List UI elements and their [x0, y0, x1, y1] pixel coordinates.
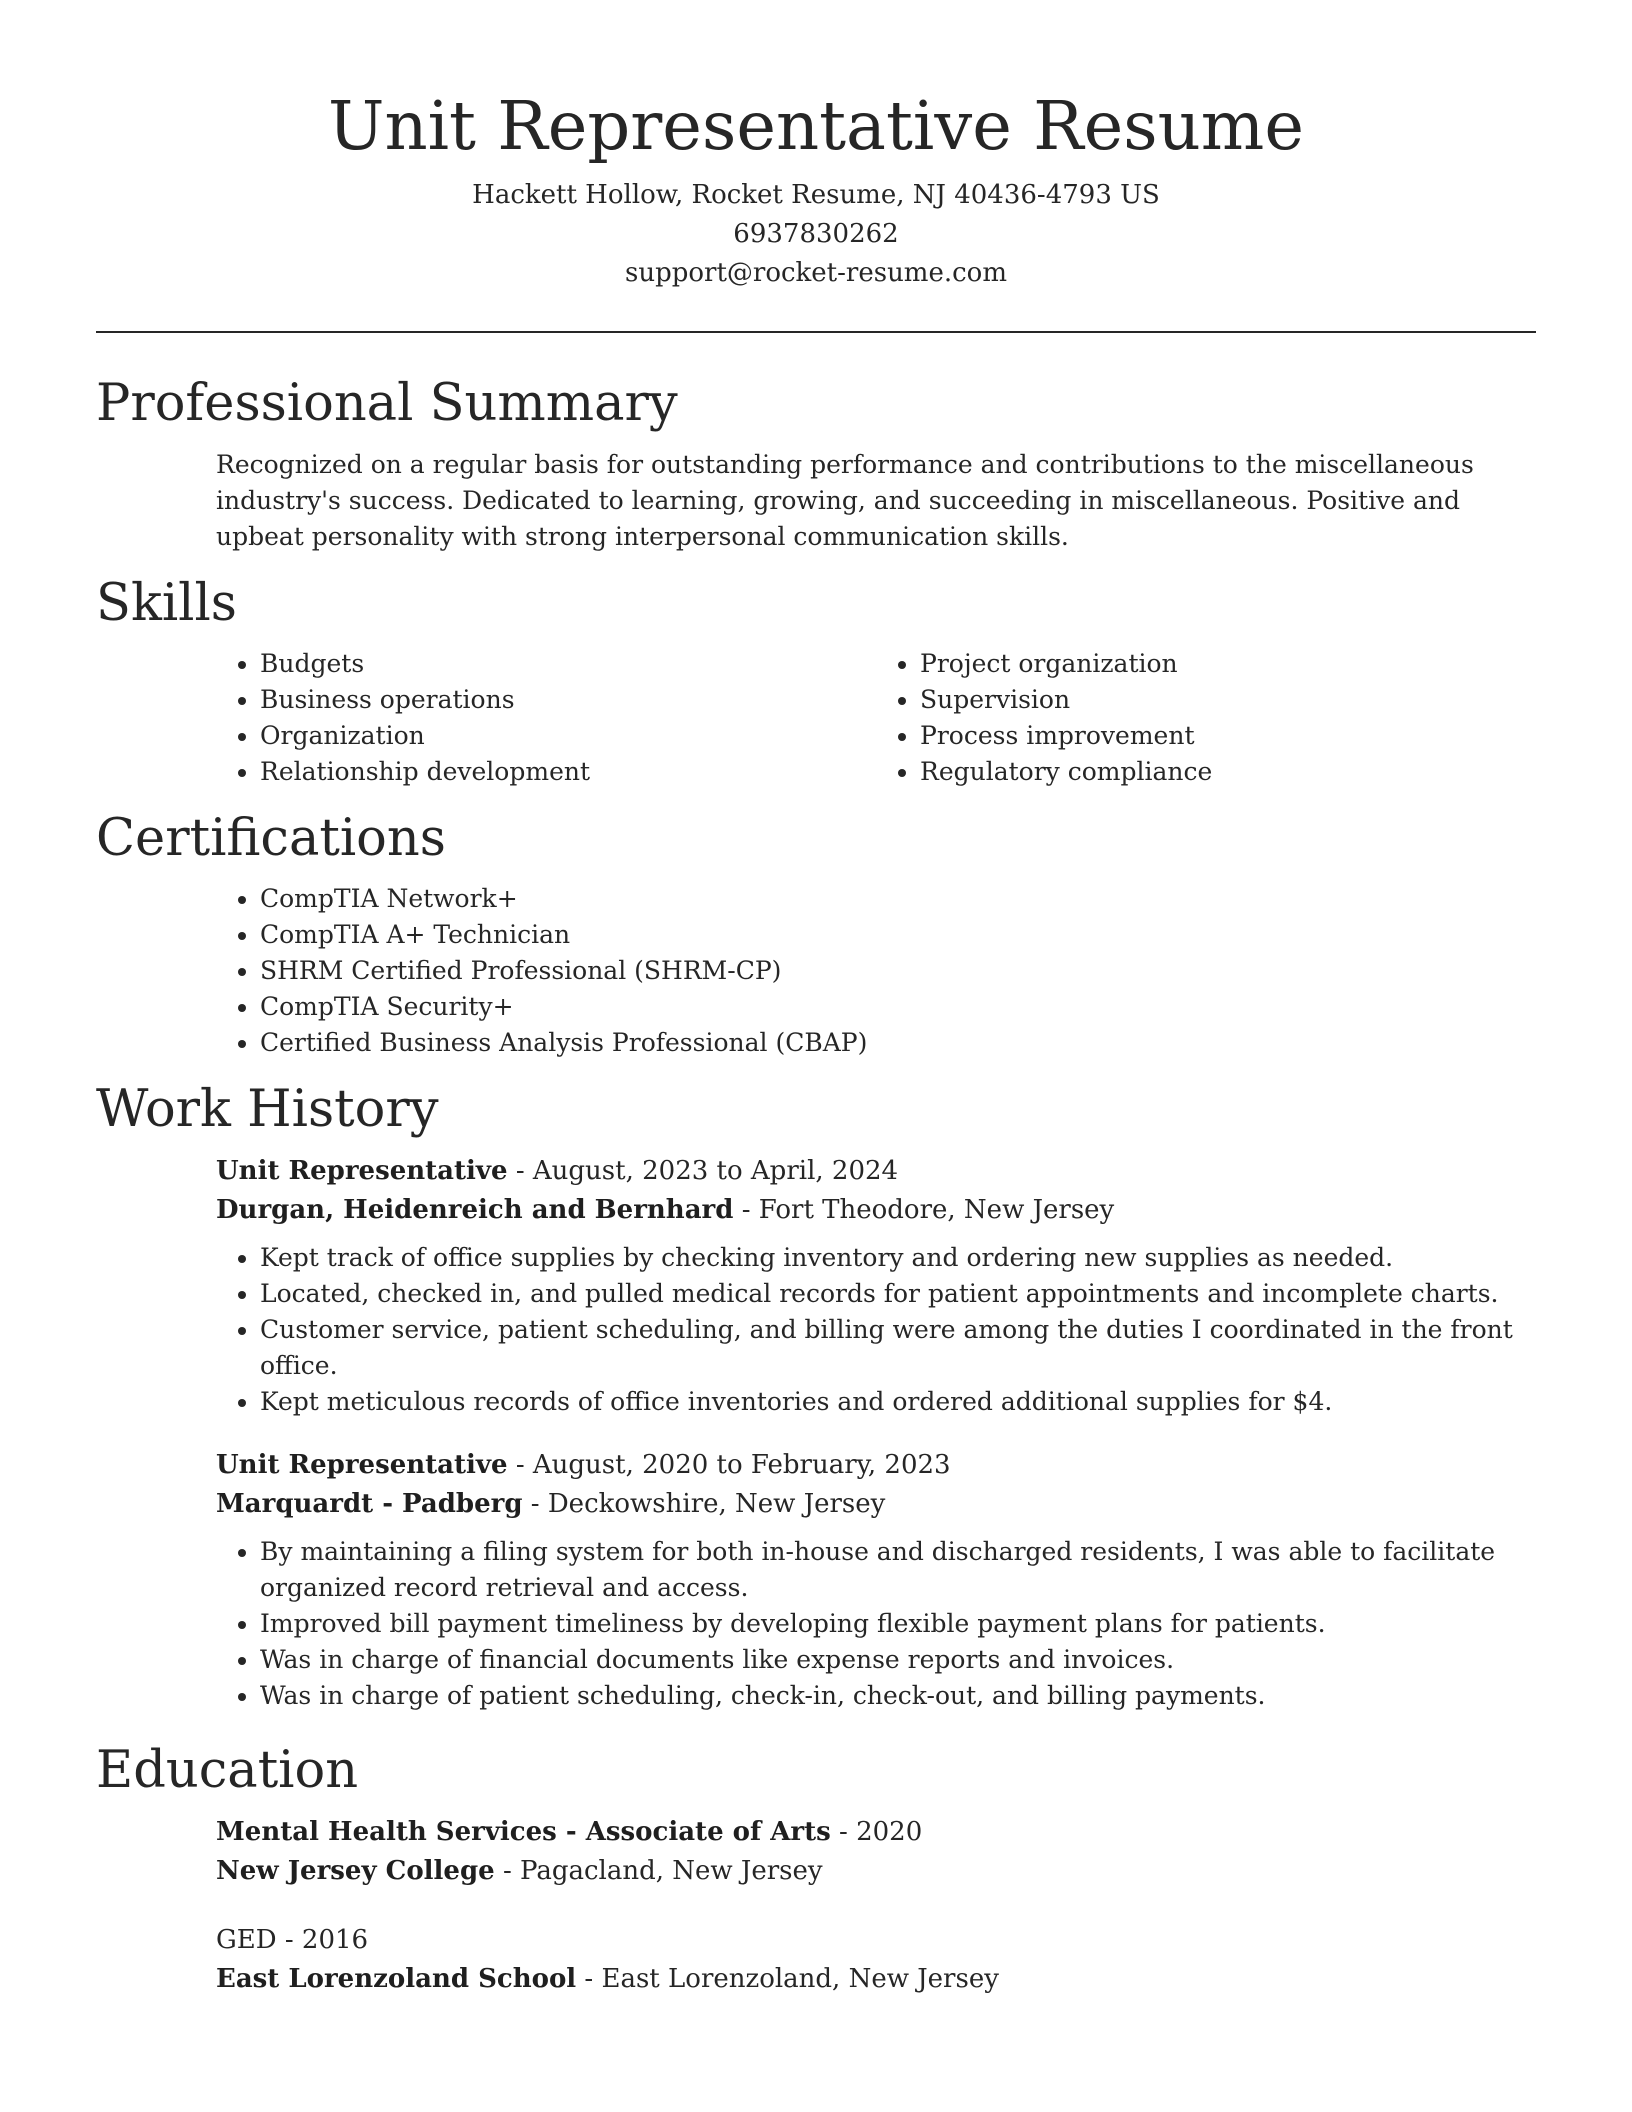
certification-item: • SHRM Certified Professional (SHRM-CP): [260, 953, 1536, 989]
skills-section: [96, 573, 1536, 790]
skill-item: • Budgets: [260, 646, 876, 682]
job-duty: • Kept track of office supplies by checking inventory and ordering new supplies as needed.: [260, 1240, 1536, 1276]
job-duties: [216, 1534, 1536, 1714]
job-company-line: [216, 1191, 1536, 1230]
job-role: Unit Representative: [216, 1450, 508, 1481]
resume-title: Unit Representative Resume: [328, 87, 1304, 165]
job-duty: • Was in charge of patient scheduling, check-in, check-out, and billing payments.: [260, 1678, 1536, 1714]
education-location: - East Lorenzoland, New Jersey: [576, 1964, 999, 1995]
job-entry: [216, 1446, 1536, 1714]
skill-item: • Organization: [260, 718, 876, 754]
education-degree: Mental Health Services - Associate of Arts: [216, 1817, 831, 1848]
certifications-heading: Certifications: [96, 808, 446, 868]
job-duty: • Kept meticulous records of office inventories and ordered additional supplies for $4.: [260, 1384, 1536, 1420]
summary-section: [96, 373, 1536, 554]
certifications-section: [96, 808, 1536, 1061]
certification-item: • Certified Business Analysis Professional (CBAP): [260, 1025, 1536, 1061]
education-section: [96, 1740, 1536, 1999]
job-title-line: [216, 1446, 1536, 1485]
job-duty: • Was in charge of financial documents like expense reports and invoices.: [260, 1642, 1536, 1678]
education-degree-line: [216, 1813, 1536, 1852]
job-duty: • Customer service, patient scheduling, and billing were among the duties I coordinated in the front office.: [260, 1312, 1536, 1384]
email: support@rocket-resume.com: [624, 258, 1007, 289]
education-school-line: [216, 1852, 1536, 1891]
job-location: - Fort Theodore, New Jersey: [733, 1195, 1115, 1226]
address: Hackett Hollow, Rocket Resume, NJ 40436-4793 US: [472, 180, 1160, 211]
skill-item: • Relationship development: [260, 754, 876, 790]
education-location: - Pagacland, New Jersey: [494, 1856, 823, 1887]
skill-item: • Process improvement: [920, 718, 1536, 754]
job-company: Durgan, Heidenreich and Bernhard: [216, 1195, 734, 1226]
skill-item: • Business operations: [260, 682, 876, 718]
job-location: - Deckowshire, New Jersey: [522, 1489, 886, 1520]
summary-heading: Professional Summary: [96, 374, 678, 434]
certifications-list: [216, 881, 1536, 1061]
job-duty: • Located, checked in, and pulled medical records for patient appointments and incomplete charts.: [260, 1276, 1536, 1312]
skill-item: • Supervision: [920, 682, 1536, 718]
certification-item: • CompTIA A+ Technician: [260, 917, 1536, 953]
phone: 6937830262: [733, 219, 899, 250]
skills-heading: Skills: [96, 573, 237, 633]
job-dates: - August, 2023 to April, 2024: [507, 1156, 899, 1187]
education-year: - 2016: [276, 1925, 369, 1956]
education-heading: Education: [96, 1741, 359, 1801]
certification-item: • CompTIA Network+: [260, 881, 1536, 917]
work-history-section: [96, 1079, 1536, 1714]
contact-info: [96, 176, 1536, 293]
job-role: Unit Representative: [216, 1156, 508, 1187]
summary-text: Recognized on a regular basis for outstanding performance and contributions to the miscellaneous industry's success. Dedicated to learning, growing, and succeeding in miscellaneous. Positive and upbeat personality with strong interpersonal communication skills.: [216, 449, 1474, 551]
education-entry: [216, 1813, 1536, 1891]
skill-item: • Regulatory compliance: [920, 754, 1536, 790]
job-duties: [216, 1240, 1536, 1420]
education-school-line: [216, 1960, 1536, 1999]
education-school: New Jersey College: [216, 1856, 495, 1887]
job-company: Marquardt - Padberg: [216, 1489, 523, 1520]
education-degree: GED: [216, 1925, 277, 1956]
education-entry: [216, 1921, 1536, 1999]
resume-header: [96, 86, 1536, 293]
skills-list-left: [216, 646, 876, 790]
skills-list-right: [876, 646, 1536, 790]
education-year: - 2020: [830, 1817, 923, 1848]
education-school: East Lorenzoland School: [216, 1964, 577, 1995]
header-divider: [96, 331, 1536, 333]
job-duty: • Improved bill payment timeliness by developing flexible payment plans for patients.: [260, 1606, 1536, 1642]
job-title-line: [216, 1152, 1536, 1191]
job-entry: [216, 1152, 1536, 1420]
skill-item: • Project organization: [920, 646, 1536, 682]
job-duty: • By maintaining a filing system for both in-house and discharged residents, I was able to facilitate organized record retrieval and access.: [260, 1534, 1536, 1606]
job-company-line: [216, 1485, 1536, 1524]
job-dates: - August, 2020 to February, 2023: [507, 1450, 951, 1481]
certification-item: • CompTIA Security+: [260, 989, 1536, 1025]
work-history-heading: Work History: [96, 1079, 439, 1139]
education-degree-line: [216, 1921, 1536, 1960]
